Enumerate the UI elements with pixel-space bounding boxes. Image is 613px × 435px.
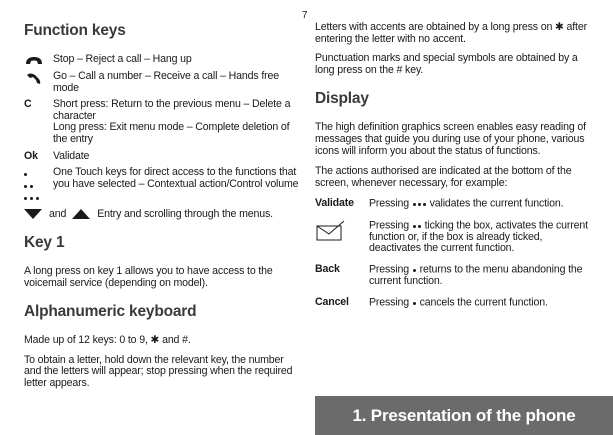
back-label: Back [315,262,340,275]
stop-key-description: Stop – Reject a call – Hang up [53,53,192,65]
function-keys-heading: Function keys [24,22,126,39]
one-dot-key-icon [24,170,39,180]
checkbox-envelope-icon [315,220,345,242]
up-arrow-icon [72,209,90,219]
one-dot-key-icon [412,264,417,276]
validate-row: Validate Pressing validates the current function. [315,197,564,210]
pick-up-handset-icon [24,71,44,85]
one-touch-keys-description: One Touch keys for direct access to the functions that you have selected – Contextual action/Control volume [53,166,299,190]
cancel-label: Cancel [315,295,349,308]
ok-key-row [24,151,302,163]
navigation-arrows-row [24,208,302,220]
punctuation-text: Punctuation marks and special symbols are obtained by a long press on the # key. [315,52,578,76]
c-key-row [24,99,302,145]
checkbox-row: Pressing ticking the box, activates the current function or, if the box is already ticked, deactivates the current function. [315,220,591,255]
c-key-long-press: Long press: Exit menu mode – Complete deletion of the entry [53,121,290,145]
c-key-short-press: Short press: Return to the previous menu – Delete a character [53,98,291,122]
star-key-symbol: ✱ [150,334,160,347]
display-paragraph-2: The actions authorised are indicated at the bottom of the screen, whenever necessary, for example: [315,165,572,189]
back-row: Back Pressing returns to the menu abandoning the current function. [315,262,583,288]
chapter-banner: 1. Presentation of the phone [315,396,613,435]
validate-label: Validate [315,197,354,210]
left-column [24,22,302,398]
three-dot-key-icon [24,193,39,203]
c-key-label: C [24,98,32,111]
go-key-description: Go – Call a number – Receive a call – Hands free mode [53,70,279,94]
page-number: 7 [302,10,308,21]
down-arrow-icon [24,209,42,219]
arrows-description: Entry and scrolling through the menus. [97,207,273,220]
star-key-symbol: ✱ [554,21,564,33]
arrows-and-text: and [49,207,67,220]
one-touch-keys-row [24,167,302,203]
two-dot-key-icon [412,220,422,232]
display-paragraph-1: The high definition graphics screen enables easy reading of messages that guide you during use of your phone, various icons will inform you about the status of functions. [315,121,586,157]
ok-key-description: Validate [53,149,90,162]
cancel-row: Cancel Pressing cancels the current function. [315,295,548,309]
right-column [315,22,591,318]
go-key-row [24,71,302,94]
alphanumeric-text-2: To obtain a letter, hold down the relevant key, the number and the letters will appear; stop pressing when the required letter appears. [24,353,293,389]
three-dot-key-icon [412,198,427,210]
stop-key-row [24,54,302,66]
display-heading: Display [315,90,369,108]
ok-key-label: Ok [24,149,38,162]
accents-text: Letters with accents are obtained by a long press on ✱ after entering the letter with no accent. [315,21,587,45]
hang-up-handset-icon [24,54,44,66]
two-dot-key-icon [24,182,39,192]
key1-heading: Key 1 [24,233,65,251]
key1-text: A long press on key 1 allows you to have access to the voicemail service (depending on model). [24,264,273,289]
alphanumeric-text-1: Made up of 12 keys: 0 to 9, ✱ and #. [24,334,191,347]
alphanumeric-heading: Alphanumeric keyboard [24,303,197,321]
one-dot-key-icon [412,297,417,309]
